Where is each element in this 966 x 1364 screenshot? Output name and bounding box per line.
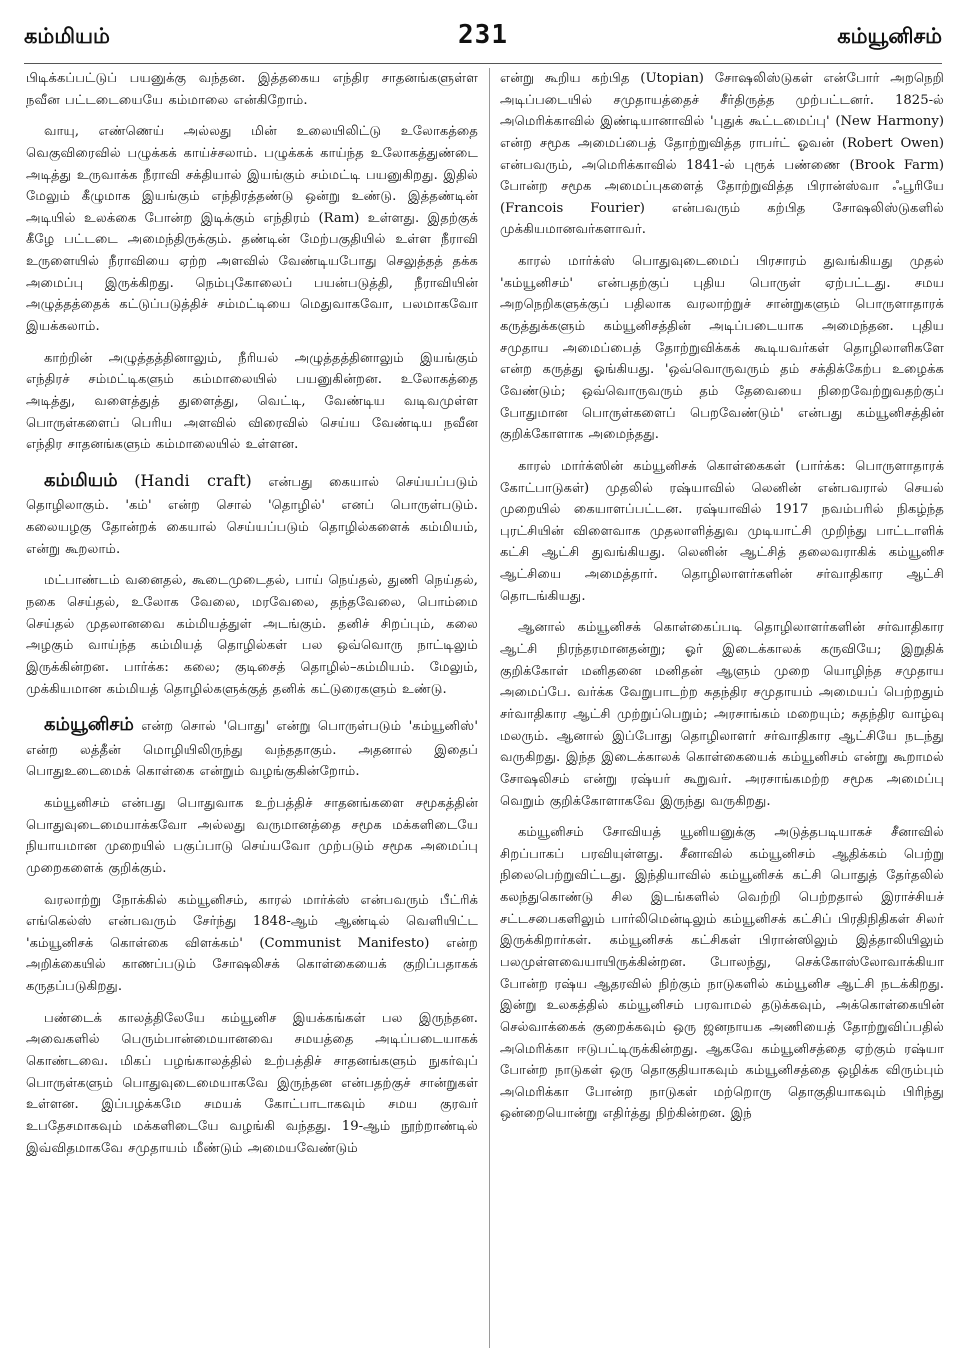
entry-kammiyam xyxy=(26,466,478,560)
entry-text: என்ற சொல் 'பொது' என்று பொருள்படும் 'கம்யூனிஸ்' என்ற லத்தீன் மொழியிலிருந்து வந்ததாகும். அதனால் இதைப் பொதுஉடைமைக் கொள்கை என்றும் வழங்குகின்றோம். xyxy=(26,719,478,780)
entry-communism xyxy=(26,710,478,783)
right-column xyxy=(500,68,944,1354)
paragraph: காற்றின் அழுத்தத்தினாலும், நீரியல் அழுத்தத்தினாலும் இயங்கும் எந்திரச் சம்மட்டிகளும் கம்மாலையில் பயனுகின்றன. உலோகத்தை அடித்து, வளைத்துத் துளைத்து, வெட்டி, வேண்டிய வடிவமுள்ள பொருள்களைப் பெரிய அளவில் விரைவில் செய்ய வேண்டிய நவீன எந்திர சாதனங்களும் கம்மாலையில் உள்ளன. xyxy=(26,350,478,453)
header-right-keyword: கம்யூனிசம் xyxy=(837,24,942,48)
entry-english-term: (Handi craft) xyxy=(134,470,252,490)
header-rule xyxy=(24,63,942,64)
entry-headword: கம்மியம் xyxy=(44,469,118,491)
paragraph: கம்யூனிசம் சோவியத் யூனியனுக்கு அடுத்தபடியாகச் சீனாவில் சிறப்பாகப் பரவியுள்ளது. சீனாவில் கம்யூனிசம் ஆதிக்கம் பெற்று நிலைபெற்றுவிட்டது. இந்தியாவில் கம்யூனிசக் கட்சி பொதுத் தேர்தலில் கலந்துகொண்டு சில இடங்களில் வெற்றி பெற்றதால் இராச்சியச் சட்டசபைகளிலும் பார்லிமென்டிலும் கம்யூனிசக் கட்சிப் பிரதிநிதிகள் சிலர் இருக்கிறார்கள். கம்யூனிசக் கட்சிகள் பிரான்ஸிலும் இத்தாலியிலும் பலமுள்ளவையாயிருக்கின்றன. போலந்து, செக்கோஸ்லோவாக்கியா போன்ற ரஷ்ய ஆதரவில் நிற்கும் நாடுகளில் கம்யூனிச ஆட்சி நடக்கிறது. இன்று உலகத்தில் கம்யூனிசம் பரவாமல் தடுக்கவும், அக்கொள்கையின் செல்வாக்கைக் குறைக்கவும் ஒரு ஜனநாயக அணியைத் தோற்றுவிப்பதில் அமெரிக்கா ஈடுபட்டிருக்கின்றது. ஆகவே கம்யூனிசத்தை ஏற்கும் ரஷ்யா போன்ற நாடுகள் ஒரு தொகுதியாகவும் கம்யூனிசத்தை ஒழிக்க விரும்பும் அமெரிக்கா போன்ற நாடுகள் மற்றொரு தொகுதியாகவும் பிரிந்து ஒன்றையொன்று எதிர்த்து நிற்கின்றன. இந் xyxy=(500,825,944,1122)
column-divider xyxy=(489,68,490,1348)
paragraph: வாயு, எண்ணெய் அல்லது மின் உலையிலிட்டு உலோகத்தை வெகுவிரைவில் பழுக்கக் காய்ச்சலாம். பழுக்கக் காய்ந்த உலோகத்துண்டை அடித்து உருவாக்க நீராவி சக்தியால் இயங்கும் சம்மட்டி பயனுகிறது. இதில் மேலும் கீழுமாக இயங்கும் எந்திரத்தண்டு ஒன்று உண்டு. இத்தண்டின் அடியில் உலக்கை போன்ற இடிக்கும் எந்திரம் (Ram) உள்ளது. இதற்குக் கீழே பட்டடை அமைந்திருக்கும். தண்டின் மேற்பகுதியில் உள்ள நீராவி உருளையில் நீராவியை ஏற்ற அளவில் வேண்டியபோது செலுத்தத் தக்க அமைப்பு இருக்கிறது. நெம்புகோலைப் பயன்படுத்தி, நீராவியின் அழுத்தத்தைக் கட்டுப்படுத்திச் சம்மட்டியை மெதுவாகவோ, பலமாகவோ இயக்கலாம். xyxy=(26,124,478,335)
paragraph: ஆனால் கம்யூனிசக் கொள்கைப்படி தொழிலாளர்களின் சர்வாதிகார ஆட்சி நிரந்தரமானதன்று; ஓர் இடைக்காலக் கருவியே; இறுதிக் குறிக்கோள் மனிதனை மனிதன் ஆளும் முறை யொழிந்த சமுதாய அமைப்பே. வர்க்க வேறுபாடற்ற சுதந்திர சமுதாயம் அமையப் பெற்றதும் சர்வாதிகார ஆட்சி முற்றுப்பெறும்; அரசாங்கம் மறையும்; சுதந்திர வாழ்வு மலரும். ஆனால் இப்போது தொழிலாளர் சர்வாதிகார ஆட்சியே நடந்து வருகிறது. இந்த இடைக்காலக் கொள்கையைக் கம்யூனிசம் என்று கூறாமல் சோஷலிசம் என்று ரஷ்யர் கூறுவர். அரசாங்கமற்ற சமூக அமைப்பு வெறும் குறிக்கோளாகவே இருந்து வருகிறது. xyxy=(500,620,944,809)
paragraph: பிடிக்கப்பட்டுப் பயனுக்கு வந்தன. இத்தகைய எந்திர சாதனங்களுள்ள நவீன பட்டடையையே கம்மாலை என்கிறோம். xyxy=(26,71,478,108)
entry-text: என்பது கையால் செய்யப்படும் தொழிலாகும். 'கம்' என்ற சொல் 'தொழில்' எனப் பொருள்படும். கலையழகு தோன்றக் கையால் செய்யப்படும் தொழில்களைக் கம்மியம், என்று கூறலாம். xyxy=(26,474,478,557)
paragraph: காரல் மார்க்ஸின் கம்யூனிசக் கொள்கைகள் (பார்க்க: பொருளாதாரக் கோட்பாடுகள்) முதலில் ரஷ்யாவில் லெனின் என்பவரால் செயல் முறையில் கையாளப்பட்டன. ரஷ்யாவில் 1917 நவம்பரில் நிகழ்ந்த புரட்சியின் விளைவாக முதலாளித்துவ முடியாட்சி முறிந்து பாட்டாளிக் கட்சி ஆட்சி துவங்கியது. லெனின் ஆட்சித் தலைவராகிக் கம்யூனிச ஆட்சியை அமைத்தார். தொழிலாளர்களின் சர்வாதிகார ஆட்சி தொடங்கியது. xyxy=(500,458,944,604)
page-header xyxy=(24,20,942,58)
left-column xyxy=(26,68,478,1354)
header-left-keyword: கம்மியம் xyxy=(24,24,110,48)
page-number: 231 xyxy=(458,20,508,50)
paragraph: வரலாற்று நோக்கில் கம்யூனிசம், காரல் மார்க்ஸ் என்பவரும் பீட்ரிக் எங்கெல்ஸ் என்பவரும் சேர்ந்து 1848-ஆம் ஆண்டில் வெளியிட்ட 'கம்யூனிசக் கொள்கை விளக்கம்' (Communist Manifesto) என்ற அறிக்கையில் காணப்படும் சோஷலிசக் கொள்கையைக் குறிப்பதாகக் கருதப்படுகிறது. xyxy=(26,892,478,995)
paragraph: என்று கூறிய கற்பித (Utopian) சோஷலிஸ்டுகள் என்போர் அறநெறி அடிப்படையில் சமுதாயத்தைச் சீர்திருத்த முற்பட்டனர். 1825-ல் அமெரிக்காவில் இண்டியானாவில் 'புதுக் கூட்டமைப்பு' (New Harmony) என்ற சமூக அமைப்பைத் தோற்றுவித்த ராபர்ட் ஓவன் (Robert Owen) என்பவரும், அமெரிக்காவில் 1841-ல் புரூக் பண்ணை (Brook Farm) போன்ற சமூக அமைப்புகளைத் தோற்றுவித்த பிரான்ஸ்வா ஃபூரியே (Francois Fourier) என்பவரும் கற்பித சோஷலிஸ்டுகளில் முக்கியமானவர்களாவர். xyxy=(500,71,944,238)
entry-headword: கம்யூனிசம் xyxy=(44,714,134,736)
paragraph: கம்யூனிசம் என்பது பொதுவாக உற்பத்திச் சாதனங்களை சமூகத்தின் பொதுவுடைமையாக்கவோ அல்லது வருமானத்தை சமூக மக்களிடையே நியாயமான முறையில் பகுப்பாடு செய்யவோ முற்படும் சமூக அமைப்பு முறைகளைக் குறிக்கும். xyxy=(26,795,478,876)
paragraph: காரல் மார்க்ஸ் பொதுவுடைமைப் பிரசாரம் துவங்கியது முதல் 'கம்யூனிசம்' என்பதற்குப் புதிய பொருள் ஏற்பட்டது. சமய அறநெறிகளுக்குப் பதிலாக வரலாற்றுச் சான்றுகளும் பொருளாதாரக் கருத்துக்களும் கம்யூனிசத்தின் அடிப்படையாக அமைந்தன. புதிய சமுதாய அமைப்பைத் தோற்றுவிக்கக் கூடியவர்கள் தொழிலாளிகளே என்ற கருத்து ஓங்கியது. 'ஒவ்வொருவரும் தம் சக்திக்கேற்ப உழைக்க வேண்டும்; ஒவ்வொருவரும் தம் தேவையை நிறைவேற்றுவதற்குப் போதுமான பொருள்களைப் பெறவேண்டும்' என்பது கம்யூனிசத்தின் குறிக்கோளாக அமைந்தது. xyxy=(500,254,944,443)
paragraph: பண்டைக் காலத்திலேயே கம்யூனிச இயக்கங்கள் பல இருந்தன. அவைகளில் பெரும்பான்மையானவை சமயத்தை அடிப்படையாகக் கொண்டவை. மிகப் பழங்காலத்தில் உற்பத்திச் சாதனங்களும் நுகர்வுப் பொருள்களும் பொதுவுடைமையாகவே இருந்தன என்பதற்குச் சான்றுகள் உள்ளன. இப்பழக்கமே சமயக் கோட்பாடாகவும் சமய குரவர் உபதேசமாகவும் மக்களிடையே வழங்கி வந்தது. 19-ஆம் நூற்றாண்டில் இவ்விதமாகவே சமுதாயம் மீண்டும் அமையவேண்டும் xyxy=(26,1010,478,1156)
paragraph: மட்பாண்டம் வனைதல், கூடைமுடைதல், பாய் நெய்தல், துணி நெய்தல், நகை செய்தல், உலோக வேலை, மரவேலை, தந்தவேலை, பொம்மை செய்தல் முதலானவை கம்மியத்துள் அடங்கும். தனிச் சிறப்பும், கலை அழகும் வாய்ந்த கம்மியத் தொழில்கள் பல ஒவ்வொரு நாட்டிலும் இருக்கின்றன. பார்க்க: கலை; குடிசைத் தொழில்–கம்மியம். மேலும், முக்கியமான கம்மியத் தொழில்களுக்குத் தனிக் கட்டுரைகளும் உண்டு. xyxy=(26,573,478,697)
